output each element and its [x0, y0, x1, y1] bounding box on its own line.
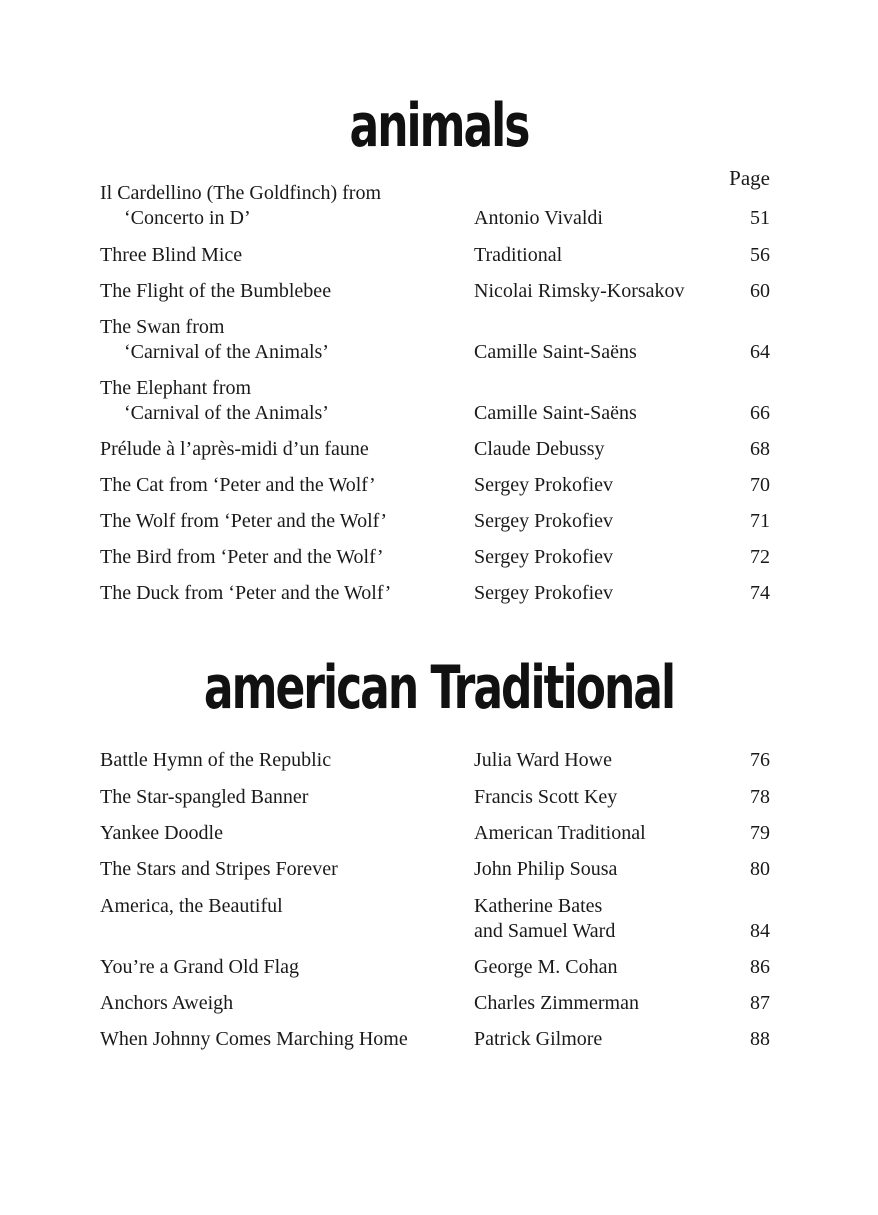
composer: Traditional [474, 244, 563, 266]
page-number: 64 [750, 341, 770, 363]
section-heading-animals: animals [349, 92, 529, 161]
piece-title: The Swan from ‘Carnival of the Animals’ [100, 316, 329, 363]
page-number: 60 [750, 280, 770, 302]
composer: Sergey Prokofiev [474, 474, 614, 496]
piece-title: When Johnny Comes Marching Home [100, 1028, 408, 1050]
page-number: 66 [750, 402, 770, 424]
page-number: 78 [750, 786, 770, 808]
composer: Francis Scott Key [474, 786, 618, 808]
composer: Sergey Prokofiev [474, 546, 614, 568]
piece-title: The Bird from ‘Peter and the Wolf’ [100, 546, 384, 568]
page-number: 84 [750, 920, 770, 942]
piece-title: The Wolf from ‘Peter and the Wolf’ [100, 510, 388, 532]
page-number: 72 [750, 546, 770, 568]
composer: Camille Saint-Saëns [474, 341, 637, 363]
piece-title: You’re a Grand Old Flag [100, 956, 300, 978]
page-column-label: Page [729, 166, 770, 190]
section-heading-american-traditional: american Traditional [203, 654, 675, 723]
piece-title: Yankee Doodle [100, 822, 223, 844]
piece-title: The Flight of the Bumblebee [100, 280, 332, 302]
composer: American Traditional [474, 822, 646, 844]
piece-title: The Elephant from ‘Carnival of the Animals’ [100, 377, 329, 424]
composer: Charles Zimmerman [474, 992, 639, 1014]
page-number: 74 [750, 582, 770, 604]
composer: Julia Ward Howe [474, 749, 612, 771]
composer: Sergey Prokofiev [474, 510, 614, 532]
piece-title: Battle Hymn of the Republic [100, 749, 332, 771]
composer: Claude Debussy [474, 438, 605, 460]
page-number: 56 [750, 244, 770, 266]
piece-title: Il Cardellino (The Goldfinch) from ‘Concerto in D’ [100, 182, 382, 229]
composer: John Philip Sousa [474, 858, 618, 880]
piece-title: Prélude à l’après-midi d’un faune [100, 438, 369, 460]
composer: Patrick Gilmore [474, 1028, 603, 1050]
page-number: 80 [750, 858, 770, 880]
page-number: 51 [750, 207, 770, 229]
page-number: 76 [750, 749, 770, 771]
composer: Sergey Prokofiev [474, 582, 614, 604]
composer: Katherine Bates and Samuel Ward [474, 895, 616, 942]
piece-title: The Stars and Stripes Forever [100, 858, 338, 880]
page-number: 87 [750, 992, 770, 1014]
composer: George M. Cohan [474, 956, 618, 978]
page-number: 71 [750, 510, 770, 532]
piece-title: The Star-spangled Banner [100, 786, 309, 808]
page-number: 70 [750, 474, 770, 496]
piece-title: The Cat from ‘Peter and the Wolf’ [100, 474, 376, 496]
page-number: 86 [750, 956, 770, 978]
piece-title: America, the Beautiful [100, 895, 283, 917]
composer: Antonio Vivaldi [474, 207, 603, 229]
composer: Camille Saint-Saëns [474, 402, 637, 424]
piece-title: Three Blind Mice [100, 244, 243, 266]
piece-title: Anchors Aweigh [100, 992, 234, 1014]
page-number: 79 [750, 822, 770, 844]
piece-title: The Duck from ‘Peter and the Wolf’ [100, 582, 392, 604]
page-number: 88 [750, 1028, 770, 1050]
composer: Nicolai Rimsky-Korsakov [474, 280, 685, 302]
page-number: 68 [750, 438, 770, 460]
